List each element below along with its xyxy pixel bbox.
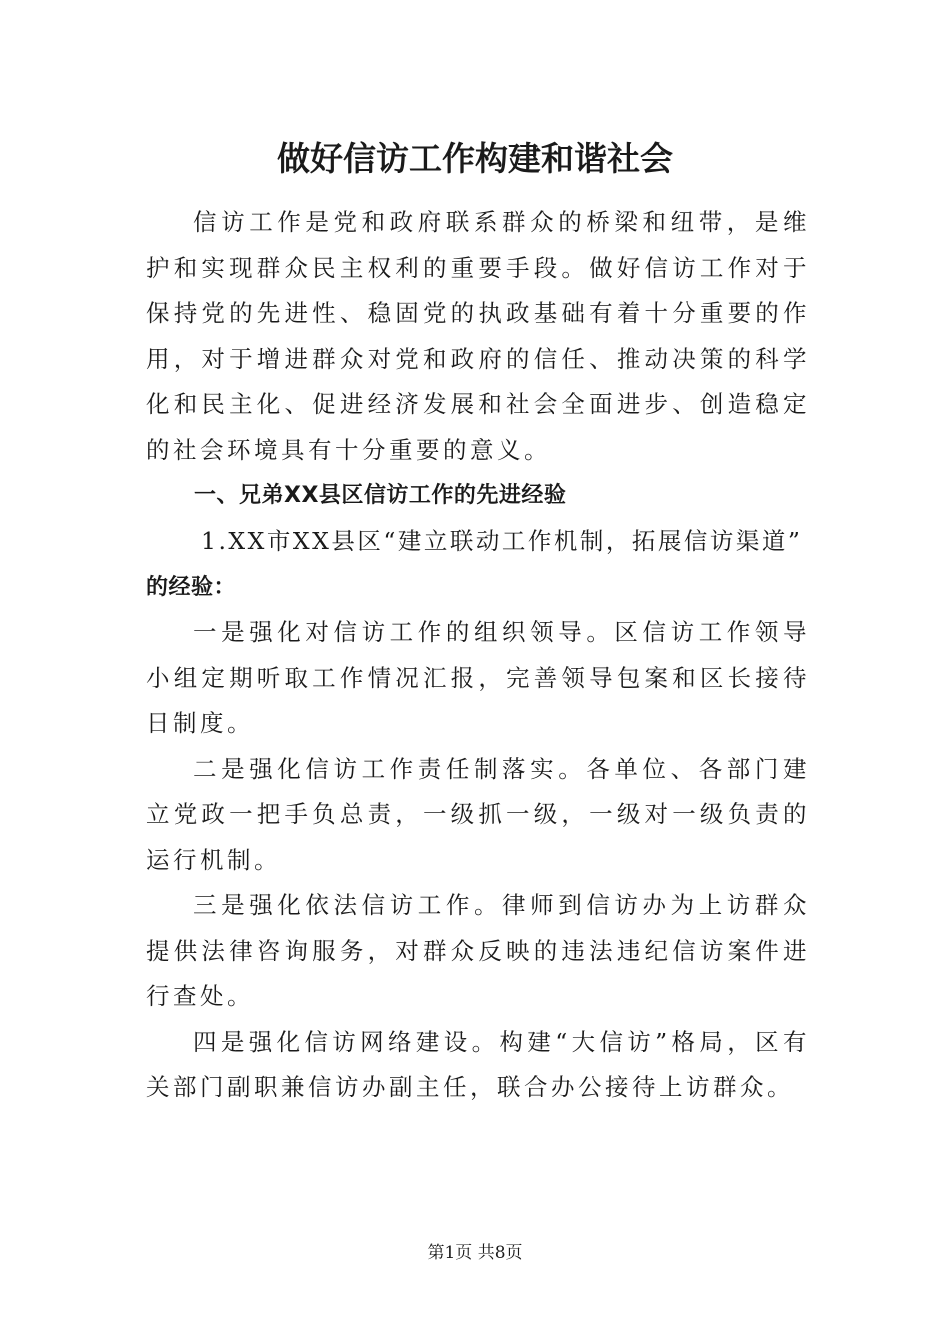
point-paragraph: 二是强化信访工作责任制落实。各单位、各部门建立党政一把手负总责，一级抓一级，一级对一级负责的运行机制。 (146, 754, 810, 874)
point-paragraph: 三是强化依法信访工作。律师到信访办为上访群众提供法律咨询服务，对群众反映的违法违纪信访案件进行查处。 (146, 891, 810, 1010)
item-heading-tail: 的经验： (146, 574, 237, 600)
page-number-footer: 第1页 共8页 (427, 1243, 523, 1263)
item-heading: 1.XX市XX县区“建立联动工作机制，拓展信访渠道” (201, 527, 803, 555)
document-title: 做好信访工作构建和谐社会 (277, 139, 673, 178)
point-paragraph: 四是强化信访网络建设。构建“大信访”格局，区有关部门副职兼信访办副主任，联合办公接待上访群众。 (146, 1027, 810, 1101)
document-body (146, 200, 810, 1111)
point-paragraph: 一是强化对信访工作的组织领导。区信访工作领导小组定期听取工作情况汇报，完善领导包案和区长接待日制度。 (146, 618, 810, 737)
section-heading: 一、兄弟XX县区信访工作的先进经验 (194, 483, 567, 508)
intro-paragraph: 信访工作是党和政府联系群众的桥梁和纽带，是维护和实现群众民主权利的重要手段。做好信访工作对于保持党的先进性、稳固党的执政基础有着十分重要的作用，对于增进群众对党和政府的信任、推动决策的科学化和民主化、促进经济发展和社会全面进步、创造稳定的社会环境具有十分重要的意义。 (146, 208, 810, 464)
